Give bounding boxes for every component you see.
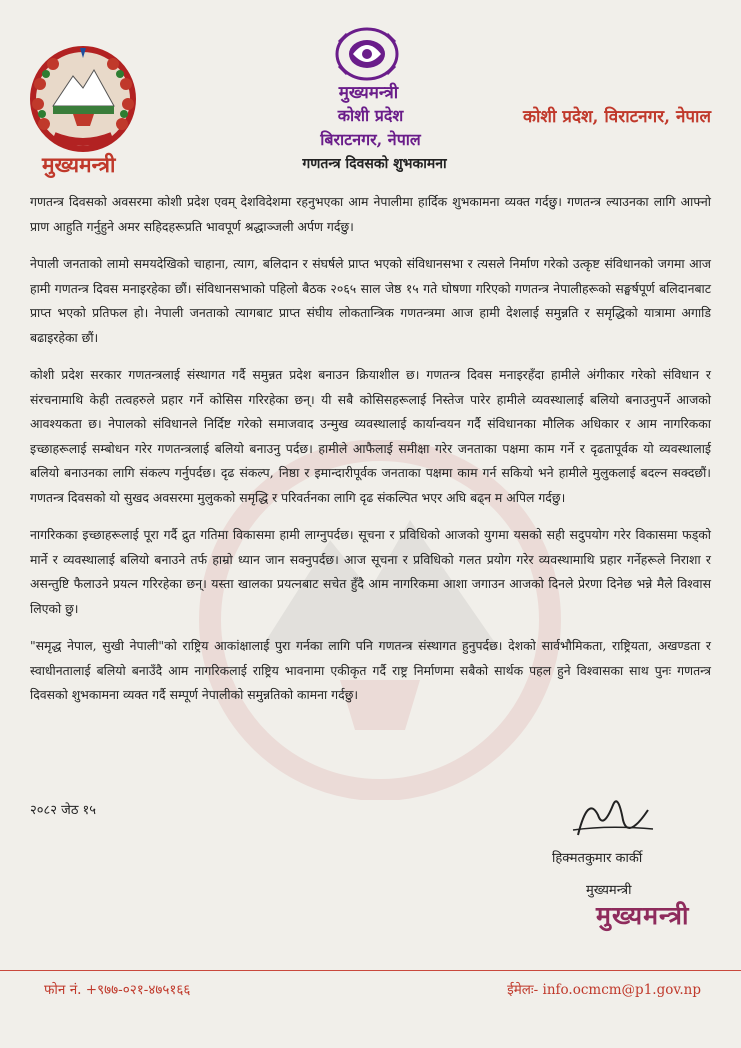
letter-date: २०८२ जेठ १५ <box>30 803 97 818</box>
paragraph-4: नागरिकका इच्छाहरूलाई पूरा गर्दै द्रुत गतिमा विकासमा हामी लाग्नुपर्दछ। सूचना र प्रविधिको आजको युगमा यसको सही सदुपयोग गरेर विकासमा फड्को मार्ने र व्यवस्थालाई बलियो बनाउने तर्फ हाम्रो ध्यान जान सक्नुपर्दछ। आज सूचना र प्रविधिको गलत प्रयोग गरेर व्यवस्थामाथि प्रहार गर्नेहरूले निराशा र असन्तुष्टि फैलाउने प्रयत्न गरिरहेका छन्। यस्ता खालका प्रयत्नबाट सचेत हुँदै आम नागरिकमा आशा जगाउन आजको दिनले प्रेरणा दिनेछ भन्ने मैले विश्वास लिएको छु। <box>30 527 711 616</box>
right-address: कोशी प्रदेश, विराटनगर, नेपाल <box>522 107 711 127</box>
official-stamp: मुख्यमन्त्री <box>596 901 690 930</box>
footer-divider <box>0 970 741 971</box>
header-title: मुख्यमन्त्री <box>338 83 399 103</box>
signer-name: हिक्मतकुमार कार्की <box>552 851 643 866</box>
paragraph-2: नेपाली जनताको लामो समयदेखिको चाहाना, त्याग, बलिदान र संघर्षले प्राप्त भएको संविधानसभा र त्यसले निर्माण गरेको उत्कृष्ट संविधानको जगमा आज हामी गणतन्त्र दिवस मनाइरहेका छौं। संविधानसभाको पहिलो बैठक २०६५ साल जेष्ठ १५ गते घोषणा गरिएको गणतन्त्र नेपालीहरूको सङ्घर्षपूर्ण बलिदानबाट प्राप्त भएको प्रतिफल हो। नेपाली जनताको त्यागबाट प्राप्त संघीय लोकतान्त्रिक गणतन्त्रमा आज हामी देशलाई समुन्नति र समृद्धिको यात्रामा अगाडि बढाइरहेका छौं। <box>30 256 711 345</box>
paragraph-3: कोशी प्रदेश सरकार गणतन्त्रलाई संस्थागत गर्दै समुन्नत प्रदेश बनाउन क्रियाशील छ। गणतन्त्र दिवस मनाइरहँदा हामीले अंगीकार गरेको संविधान र संरचनामाथि केही तत्वहरुले प्रहार गर्ने कोसिस गरिरहेका छन्। यी सबै कोसिसहरूलाई निस्तेज पारेर हामीले व्यवस्थालाई बलियो बनाउनुपर्ने आजको आवश्यकता छ। नेपालको संविधानले निर्दिष्ट गरेको समाजवाद उन्मुख व्यवस्थालाई कार्यान्वयन गर्दै संविधानका मौलिक अधिकार र आम नागरिकका इच्छाहरूलाई सम्बोधन गरेर गणतन्त्रलाई बलियो बनाउनु पर्दछ। हामीले आफैलाई समीक्षा गरेर जनताका पक्षमा काम गर्ने र दृढतापूर्वक यो व्यवस्थालाई बलियो बनाउनका लागि संकल्प गर्नुपर्दछ। दृढ संकल्प, निष्ठा र इमान्दारीपूर्वक जनताका पक्षमा काम गर्न सकियो भने हामीले मुलुकलाई बदल्न सक्दछौं। गणतन्त्र दिवसको यो सुखद अवसरमा मुलुकको समृद्धि र परिवर्तनका लागि दृढ संकल्पित भएर अघि बढ्न म अपिल गर्दछु। <box>30 367 711 505</box>
chief-minister-logo-icon <box>333 24 401 82</box>
paragraph-1: गणतन्त्र दिवसको अवसरमा कोशी प्रदेश एवम् देशविदेशमा रहनुभएका आम नेपालीमा हार्दिक शुभकामना व्यक्त गर्दछु। गणतन्त्र ल्याउनका लागि आफ्नो प्राण आहुति गर्नुहुने अमर सहिदहरूप्रति भावपूर्ण श्रद्धाञ्जली अर्पण गर्दछु। <box>30 194 711 234</box>
letter-subject: गणतन्त्र दिवसको शुभकामना <box>302 156 447 172</box>
header-city: बिराटनगर, नेपाल <box>320 130 421 149</box>
header-province: कोशी प्रदेश <box>337 106 404 125</box>
left-emblem-caption: मुख्यमन्त्री <box>42 152 116 177</box>
footer-email: ईमेलः- info.ocmcm@p1.gov.np <box>507 982 701 998</box>
signer-title: मुख्यमन्त्री <box>586 883 632 898</box>
footer-phone: फोन नं. +९७७-०२१-४७५१६६ <box>44 982 191 998</box>
paragraph-5: "समृद्ध नेपाल, सुखी नेपाली"को राष्ट्रिय आकांक्षालाई पुरा गर्नका लागि पनि गणतन्त्र संस्थागत हुनुपर्दछ। देशको सार्वभौमिकता, राष्ट्रियता, अखण्डता र स्वाधीनतालाई बलियो बनाउँदै आम नागरिकलाई राष्ट्रिय भावनामा एकीकृत गर्दै राष्ट्र निर्माणमा सबैको सार्थक पहल हुने विश्वासका साथ पुनः गणतन्त्र दिवसको शुभकामना व्यक्त गर्दै सम्पूर्ण नेपालीको समुन्नतिको कामना गर्दछु। <box>30 638 711 702</box>
signature-icon <box>568 785 658 845</box>
letter-body <box>30 190 711 721</box>
